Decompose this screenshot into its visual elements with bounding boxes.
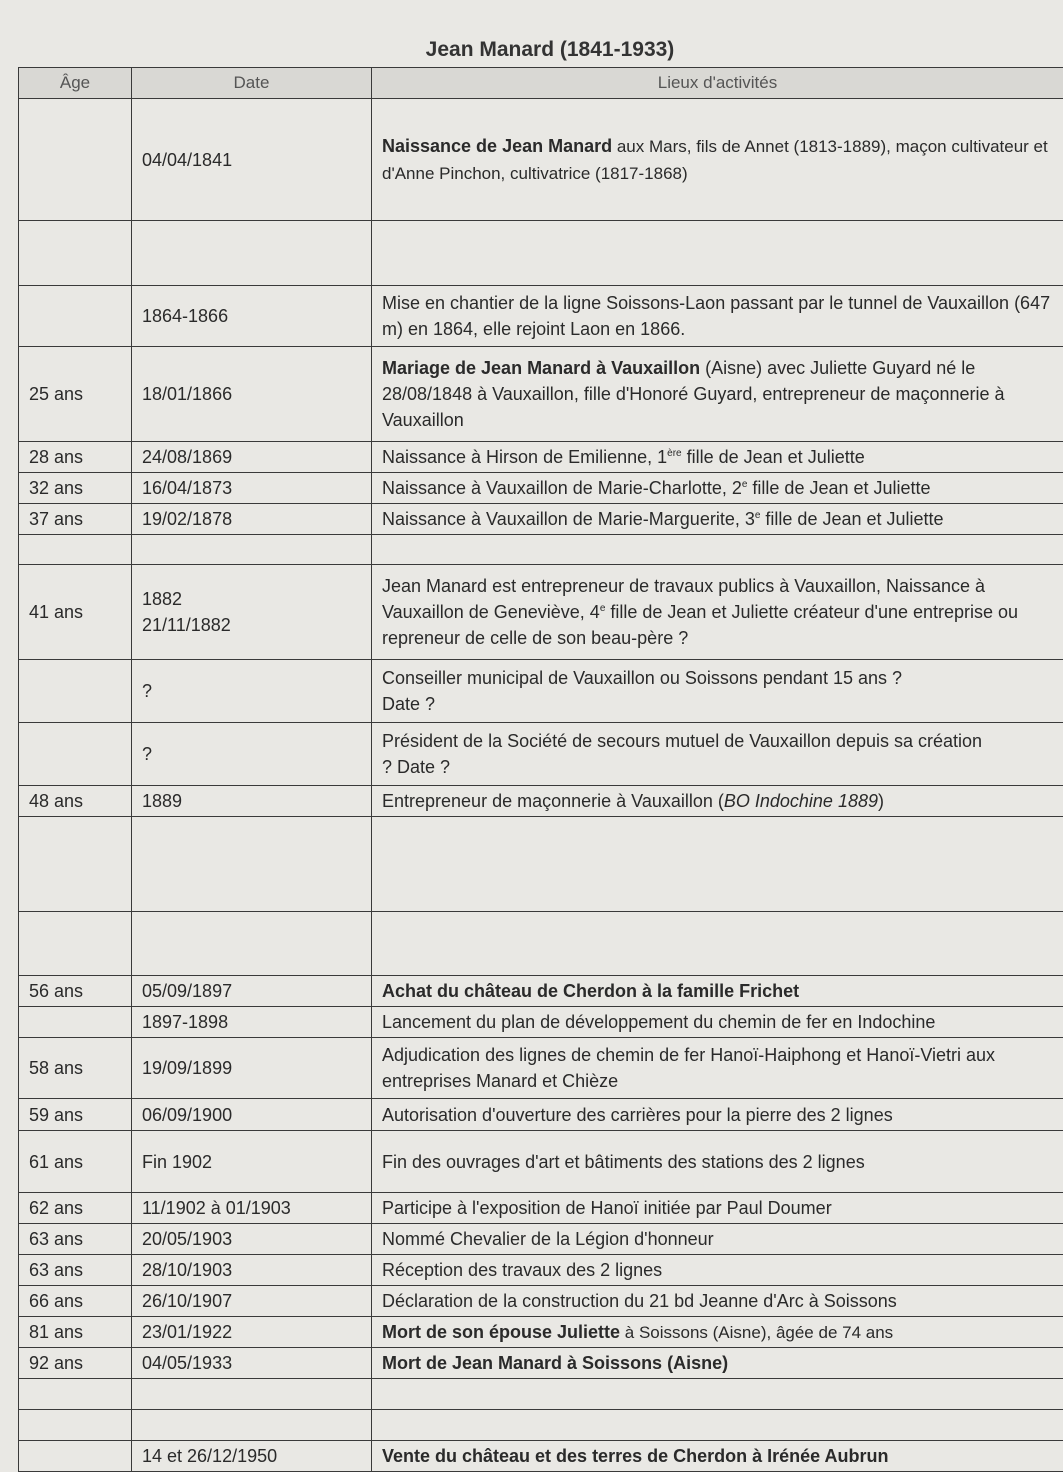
table-row xyxy=(19,1193,1063,1224)
table-row xyxy=(19,1224,1063,1255)
table-row xyxy=(19,1007,1063,1038)
date-cell xyxy=(132,912,372,976)
age-cell xyxy=(19,221,132,286)
date-line: 1882 xyxy=(142,586,361,612)
activity-bold: Naissance de Jean Manard xyxy=(382,136,612,156)
age-cell: 37 ans xyxy=(19,504,132,535)
table-row xyxy=(19,1038,1063,1099)
date-cell: 11/1902 à 01/1903 xyxy=(132,1193,372,1224)
date-cell: 18/01/1866 xyxy=(132,347,372,442)
table-row xyxy=(19,1131,1063,1193)
date-cell: 04/04/1841 xyxy=(132,99,372,221)
age-cell: 81 ans xyxy=(19,1317,132,1348)
activity-bold: Mort de son épouse Juliette xyxy=(382,1322,620,1342)
activity-cell: Vente du château et des terres de Cherdon à Irénée Aubrun xyxy=(372,1441,1063,1472)
activity-cell xyxy=(372,1410,1063,1441)
age-cell: 62 ans xyxy=(19,1193,132,1224)
age-cell: 28 ans xyxy=(19,442,132,473)
activity-text: Entrepreneur de maçonnerie à Vauxaillon ( xyxy=(382,791,724,811)
age-cell xyxy=(19,660,132,723)
date-cell: 04/05/1933 xyxy=(132,1348,372,1379)
table-row xyxy=(19,442,1063,473)
activity-cell: Déclaration de la construction du 21 bd Jeanne d'Arc à Soissons xyxy=(372,1286,1063,1317)
table-row xyxy=(19,347,1063,442)
table-row xyxy=(19,660,1063,723)
date-cell: ? xyxy=(132,660,372,723)
age-cell: 48 ans xyxy=(19,786,132,817)
activity-cell xyxy=(372,565,1063,660)
ordinal-suffix: e xyxy=(742,479,748,490)
activity-cell: Fin des ouvrages d'art et bâtiments des stations des 2 lignes xyxy=(372,1131,1063,1193)
activity-cell xyxy=(372,1379,1063,1410)
activity-cell xyxy=(372,817,1063,912)
age-cell xyxy=(19,286,132,347)
activity-text: fille de Jean et Juliette créateur d'une entreprise ou repreneur de celle de son beau-père ? xyxy=(382,602,1018,648)
date-cell: 20/05/1903 xyxy=(132,1224,372,1255)
header-age: Âge xyxy=(19,68,132,99)
age-cell xyxy=(19,1007,132,1038)
activity-cell: Mort de Jean Manard à Soissons (Aisne) xyxy=(372,1348,1063,1379)
date-cell xyxy=(132,221,372,286)
table-row xyxy=(19,1317,1063,1348)
age-cell: 66 ans xyxy=(19,1286,132,1317)
activity-text: (Aisne) avec Juliette Guyard né le 28/08/1848 à Vauxaillon, fille d'Honoré Guyard, entrepreneur de maçonnerie à Vauxaillon xyxy=(382,358,1005,430)
date-cell: 28/10/1903 xyxy=(132,1255,372,1286)
activity-cell: Mise en chantier de la ligne Soissons-Laon passant par le tunnel de Vauxaillon (647 m) en 1864, elle rejoint Laon en 1866. xyxy=(372,286,1063,347)
table-row xyxy=(19,912,1063,976)
activity-cell: Président de la Société de secours mutuel de Vauxaillon depuis sa création ? Date ? xyxy=(372,723,1063,786)
age-cell: 41 ans xyxy=(19,565,132,660)
date-cell: 16/04/1873 xyxy=(132,473,372,504)
date-cell: 19/09/1899 xyxy=(132,1038,372,1099)
activity-cell: Adjudication des lignes de chemin de fer Hanoï-Haiphong et Hanoï-Vietri aux entreprises Manard et Chièze xyxy=(372,1038,1063,1099)
table-row xyxy=(19,1099,1063,1131)
date-cell: 26/10/1907 xyxy=(132,1286,372,1317)
age-cell: 63 ans xyxy=(19,1255,132,1286)
age-cell: 56 ans xyxy=(19,976,132,1007)
activity-cell xyxy=(372,442,1063,473)
age-cell: 58 ans xyxy=(19,1038,132,1099)
table-row xyxy=(19,1286,1063,1317)
date-cell: ? xyxy=(132,723,372,786)
activity-cell xyxy=(372,221,1063,286)
activity-text: fille de Jean et Juliette xyxy=(747,478,930,498)
date-cell: 06/09/1900 xyxy=(132,1099,372,1131)
date-cell: 23/01/1922 xyxy=(132,1317,372,1348)
activity-text: fille de Jean et Juliette xyxy=(682,447,865,467)
ordinal-suffix: e xyxy=(600,603,606,614)
activity-cell xyxy=(372,912,1063,976)
activity-cell xyxy=(372,473,1063,504)
activity-text: Naissance à Vauxaillon de Marie-Marguerite, 3 xyxy=(382,509,755,529)
table-row xyxy=(19,1255,1063,1286)
activity-cell xyxy=(372,786,1063,817)
date-cell: 19/02/1878 xyxy=(132,504,372,535)
table-row xyxy=(19,1441,1063,1472)
age-cell: 59 ans xyxy=(19,1099,132,1131)
age-cell xyxy=(19,723,132,786)
date-cell: 05/09/1897 xyxy=(132,976,372,1007)
age-cell: 25 ans xyxy=(19,347,132,442)
activity-text: Naissance à Hirson de Emilienne, 1 xyxy=(382,447,667,467)
activity-source: BO Indochine 1889 xyxy=(724,791,878,811)
activity-cell: Achat du château de Cherdon à la famille Frichet xyxy=(372,976,1063,1007)
activity-text: Jean Manard est entrepreneur de travaux publics à Vauxaillon, Naissance à Vauxaillon de Geneviève, 4 xyxy=(382,576,985,622)
date-cell xyxy=(132,535,372,565)
activity-cell: Nommé Chevalier de la Légion d'honneur xyxy=(372,1224,1063,1255)
activity-text: fille de Jean et Juliette xyxy=(760,509,943,529)
activity-cell: Conseiller municipal de Vauxaillon ou Soissons pendant 15 ans ? Date ? xyxy=(372,660,1063,723)
table-row xyxy=(19,976,1063,1007)
age-cell: 61 ans xyxy=(19,1131,132,1193)
table-row xyxy=(19,286,1063,347)
table-row xyxy=(19,1379,1063,1410)
table-row xyxy=(19,473,1063,504)
date-cell xyxy=(132,1410,372,1441)
age-cell xyxy=(19,99,132,221)
age-cell: 92 ans xyxy=(19,1348,132,1379)
date-cell: 1864-1866 xyxy=(132,286,372,347)
table-header-row xyxy=(19,68,1063,99)
age-cell: 32 ans xyxy=(19,473,132,504)
activity-cell: Participe à l'exposition de Hanoï initiée par Paul Doumer xyxy=(372,1193,1063,1224)
age-cell xyxy=(19,817,132,912)
activity-cell: Réception des travaux des 2 lignes xyxy=(372,1255,1063,1286)
table-row xyxy=(19,786,1063,817)
age-cell xyxy=(19,1379,132,1410)
activity-text: Naissance à Vauxaillon de Marie-Charlotte, 2 xyxy=(382,478,742,498)
age-cell xyxy=(19,912,132,976)
header-activity: Lieux d'activités xyxy=(372,68,1063,99)
table-row xyxy=(19,565,1063,660)
age-cell xyxy=(19,1441,132,1472)
activity-bold: Mariage de Jean Manard à Vauxaillon xyxy=(382,358,700,378)
activity-cell xyxy=(372,1317,1063,1348)
activity-text: à Soissons (Aisne), âgée de 74 ans xyxy=(620,1323,893,1342)
header-date: Date xyxy=(132,68,372,99)
date-cell xyxy=(132,565,372,660)
activity-cell: Autorisation d'ouverture des carrières pour la pierre des 2 lignes xyxy=(372,1099,1063,1131)
activity-text: ) xyxy=(878,791,884,811)
chronology-table xyxy=(18,67,1063,1472)
table-row xyxy=(19,1348,1063,1379)
date-cell: 1897-1898 xyxy=(132,1007,372,1038)
age-cell: 63 ans xyxy=(19,1224,132,1255)
activity-cell: Lancement du plan de développement du chemin de fer en Indochine xyxy=(372,1007,1063,1038)
date-cell xyxy=(132,817,372,912)
date-cell: 1889 xyxy=(132,786,372,817)
table-row xyxy=(19,535,1063,565)
table-row xyxy=(19,1410,1063,1441)
date-line: 21/11/1882 xyxy=(142,612,361,638)
date-cell: 14 et 26/12/1950 xyxy=(132,1441,372,1472)
activity-text: aux Mars, fils de Annet (1813-1889), maçon cultivateur et d'Anne Pinchon, cultivatrice (1817-1868) xyxy=(382,137,1048,183)
table-row xyxy=(19,817,1063,912)
table-row xyxy=(19,99,1063,221)
age-cell xyxy=(19,1410,132,1441)
table-row xyxy=(19,504,1063,535)
date-cell: 24/08/1869 xyxy=(132,442,372,473)
document-title: Jean Manard (1841-1933) xyxy=(0,38,1063,62)
ordinal-suffix: ère xyxy=(667,448,681,459)
date-cell: Fin 1902 xyxy=(132,1131,372,1193)
table-row xyxy=(19,221,1063,286)
ordinal-suffix: e xyxy=(755,510,761,521)
activity-cell xyxy=(372,347,1063,442)
age-cell xyxy=(19,535,132,565)
date-cell xyxy=(132,1379,372,1410)
activity-cell xyxy=(372,535,1063,565)
activity-cell xyxy=(372,504,1063,535)
table-row xyxy=(19,723,1063,786)
activity-cell xyxy=(372,99,1063,221)
